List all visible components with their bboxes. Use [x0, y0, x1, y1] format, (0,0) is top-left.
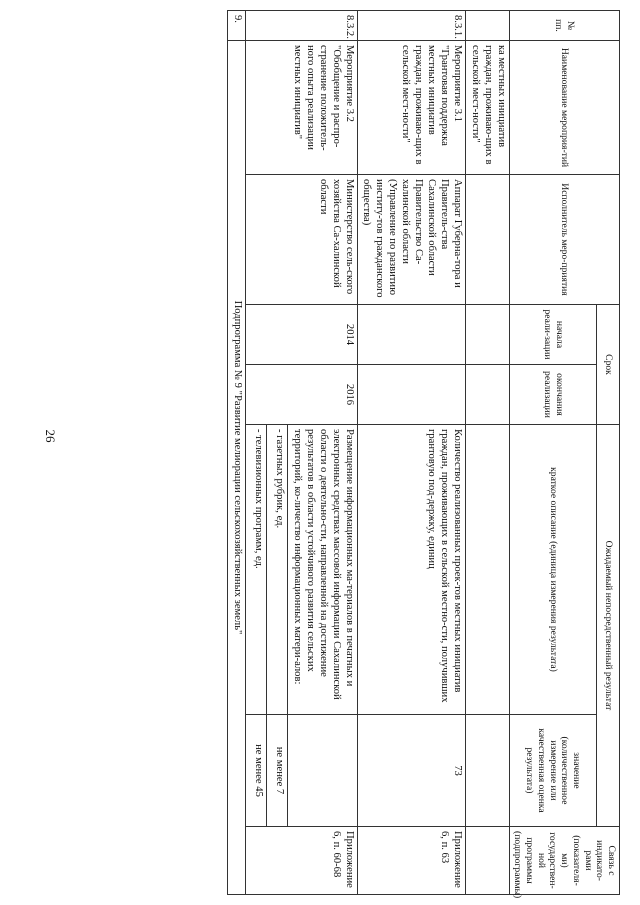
cell-executor: Министерство сель-ского хозяйства Са-халинской области [245, 175, 357, 305]
cell-end [357, 365, 465, 425]
cell-value [465, 715, 509, 827]
header-result-desc: краткое описание (единица измерения результата) [509, 425, 596, 715]
cell-num: 9. [228, 11, 246, 41]
table-row [357, 11, 465, 895]
cell-executor [465, 175, 509, 305]
page-number: 26 [43, 429, 58, 443]
cell-link: Приложение 6, п. 60-68 [245, 827, 357, 895]
header-term-start: начала реали-зации [509, 305, 596, 365]
cell-num [465, 11, 509, 41]
table-row [228, 11, 246, 895]
cell-desc: Количество реализованных проек-тов местных инициатив граждан, проживающих в сельской местно-сти, получивших грантовую под-держку, единиц [357, 425, 465, 715]
cell-num: 8.3.1. [357, 11, 465, 41]
cell-name: ка местных инициатив граждан, проживаю-щих в сельской мест-ности" [465, 41, 509, 175]
table-row [465, 11, 509, 895]
cell-end [465, 365, 509, 425]
cell-name: Мероприятие 3.1 "Грантовая поддержка местных инициатив граждан, проживаю-щих в сельской мест-ности" [357, 41, 465, 175]
header-result-value: значение (количественное измерение или качественная оценка результата) [509, 715, 596, 827]
header-executor: Исполнитель меро-приятия [509, 175, 619, 305]
cell-sub-desc: - газетных рубрик, ед. [266, 425, 287, 715]
cell-link: Приложение 6, п. 63 [357, 827, 465, 895]
document-scan [52, 6, 624, 898]
header-result: Ожидаемый непосредственный результат [597, 425, 620, 827]
table-row [287, 11, 357, 895]
cell-end: 2016 [245, 365, 357, 425]
cell-start [465, 305, 509, 365]
cell-sub-desc: - телевизионных программ, ед. [245, 425, 266, 715]
header-name: Наименование мероприя-тий [509, 41, 619, 175]
cell-value: 73 [357, 715, 465, 827]
header-term-end: окончания реализации [509, 365, 596, 425]
cell-start [357, 305, 465, 365]
subprogram-title: Подпрограмма № 9 "Развитие мелиорации сельскохозяйственных земель" [228, 41, 246, 895]
cell-value [287, 715, 357, 827]
cell-start: 2014 [245, 305, 357, 365]
header-link: Связь с индикато-рами (показателя-ми) государствен-ной программы (подпрограммы) [509, 827, 619, 895]
rotated-table-sheet [52, 6, 624, 898]
cell-num: 8.3.2. [245, 11, 357, 41]
cell-name: Мероприятие 3.2 "Обобщение и распро-странение положитель-ного опыта реализации местных инициатив" [245, 41, 357, 175]
cell-sub-value: не менее 7 [266, 715, 287, 827]
program-activities-table [227, 10, 620, 898]
cell-desc: Размещение информационных ма-териалов в печатных и электронных средствах массовой информации Сахалинской области о деятельно-сти, направленной на достижение результатов в области устойчивого развития сельских территорий, ко-личество информационных матери-алов: [287, 425, 357, 715]
header-row-1 [597, 11, 620, 895]
cell-desc [465, 425, 509, 715]
cell-link [465, 827, 509, 895]
header-term: Срок [597, 305, 620, 425]
header-num: № пп. [509, 11, 619, 41]
cell-executor: Аппарат Губерна-тора и Правитель-ства Сахалинской области Правительство Са-халинской области (Управление по развитию институ-тов гражданского общества) [357, 175, 465, 305]
cell-sub-value: не менее 45 [245, 715, 266, 827]
